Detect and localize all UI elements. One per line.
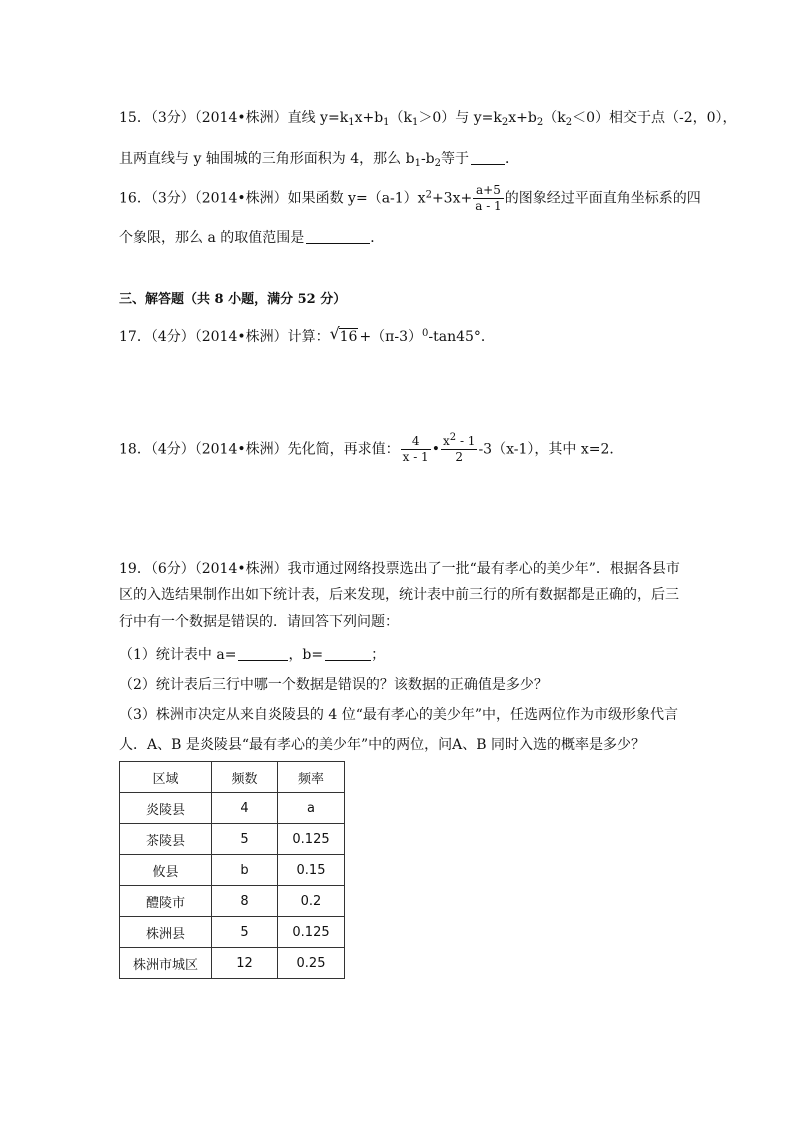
table-cell: b xyxy=(212,855,278,886)
q19-part3-line2: 人．A、B 是炎陵县“最有孝心的美少年”中的两位，问A、B 同时入选的概率是多少？ xyxy=(119,737,646,753)
table-cell: 4 xyxy=(212,793,278,824)
q15-line2 xyxy=(119,149,519,169)
q15-sub: 2 xyxy=(501,117,509,128)
q19-line1: 19．（6分）（2014•株洲）我市通过网络投票选出了一批“最有孝心的美少年”．根据各县市 xyxy=(119,561,680,577)
table-cell: 炎陵县 xyxy=(120,793,212,824)
q15-text: （k xyxy=(389,110,413,126)
q19-part2: （2）统计表后三行中哪一个数据是错误的？该数据的正确值是多少？ xyxy=(119,677,548,693)
q16-sup: 2 xyxy=(425,189,432,201)
table-header-cell: 区域 xyxy=(120,762,212,793)
q16-text: 的图象经过平面直角坐标系的四 xyxy=(504,190,701,207)
q19-blank-a xyxy=(238,646,288,661)
table-cell: 茶陵县 xyxy=(120,824,212,855)
q18-fraction-1 xyxy=(401,434,431,465)
q17-sup: 0 xyxy=(422,328,429,339)
q15-sub: 1 xyxy=(383,117,390,128)
q15-answer-blank xyxy=(471,150,505,165)
q19-part1 xyxy=(119,645,385,665)
sqrt-radicand: 16 xyxy=(339,329,358,345)
table-cell: 株洲市城区 xyxy=(120,948,212,979)
q18-text: -3（x-1），其中 x=2． xyxy=(478,441,624,458)
table-cell: 0.125 xyxy=(278,824,345,855)
q19-part3-line1: （3）株洲市决定从来自炎陵县的 4 位“最有孝心的美少年”中，任选两位作为市级形象代言 xyxy=(119,707,679,723)
q16-text: ． xyxy=(370,230,385,246)
q16-text: 16．（3分）（2014•株洲）如果函数 y=（a-1）x xyxy=(119,190,426,207)
table-cell: 0.25 xyxy=(278,948,345,979)
q18-text: • xyxy=(431,441,440,458)
q17-line xyxy=(119,324,495,347)
section-heading: 三、解答题（共 8 小题，满分 52 分） xyxy=(119,292,347,307)
q15-sub: 1 xyxy=(348,117,355,128)
table-cell: 0.125 xyxy=(278,917,345,948)
q19-line2: 区的入选结果制作出如下统计表，后来发现，统计表中前三行的所有数据都是正确的，后三 xyxy=(119,587,679,603)
table-header-cell: 频率 xyxy=(278,762,345,793)
q16-frac-den: a - 1 xyxy=(475,199,502,213)
table-cell: 8 xyxy=(212,886,278,917)
stats-table xyxy=(119,761,345,979)
q18-frac2-num xyxy=(441,434,477,449)
table-cell: 0.2 xyxy=(278,886,345,917)
table-row xyxy=(120,917,345,948)
q15-sub: 2 xyxy=(565,117,573,128)
q16-line2 xyxy=(119,228,384,248)
q18-text: 18．（4分）（2014•株洲）先化简，再求值： xyxy=(119,441,400,458)
table-header-cell: 频数 xyxy=(212,762,278,793)
q15-text: x+b xyxy=(508,110,537,126)
q19-line3: 行中有一个数据是错误的．请回答下列问题： xyxy=(119,614,399,630)
q18-frac2-den: 2 xyxy=(441,449,477,465)
q15-sub: 2 xyxy=(434,158,442,169)
q15-text: ． xyxy=(505,151,520,167)
q15-sub: 1 xyxy=(414,158,421,169)
q15-text: 15．（3分）（2014•株洲）直线 y=k xyxy=(119,110,349,126)
q19-text: ，b= xyxy=(288,647,324,663)
table-row xyxy=(120,948,345,979)
q16-answer-blank xyxy=(306,229,370,244)
table-cell: 5 xyxy=(212,917,278,948)
table-cell: 攸县 xyxy=(120,855,212,886)
q19-blank-b xyxy=(325,646,371,661)
q18-frac1-den: x - 1 xyxy=(402,450,429,464)
q15-text: 且两直线与 y 轴围城的三角形面积为 4，那么 b xyxy=(119,151,415,167)
q15-text: x+b xyxy=(354,110,384,126)
table-row xyxy=(120,824,345,855)
table-cell: 醴陵市 xyxy=(120,886,212,917)
q19-text: （1）统计表中 a= xyxy=(119,647,237,663)
q19-text: ； xyxy=(371,647,386,663)
q18-line xyxy=(119,434,623,465)
q15-text: ＜0）相交于点（-2，0）， xyxy=(572,110,737,126)
q16-text: 个象限，那么 a 的取值范围是 xyxy=(119,230,305,246)
table-cell: a xyxy=(278,793,345,824)
table-row xyxy=(120,855,345,886)
q15-sub: 2 xyxy=(536,117,544,128)
q15-text: （k xyxy=(543,110,566,126)
q16-text: +3x+ xyxy=(431,190,473,207)
table-row xyxy=(120,886,345,917)
table-header-row xyxy=(120,762,345,793)
q18-fraction-2 xyxy=(441,434,477,465)
q15-text: -b xyxy=(420,151,435,167)
table-row xyxy=(120,793,345,824)
q15-line1 xyxy=(119,108,737,128)
q17-text: -tan45°． xyxy=(428,329,495,345)
q15-text: ＞0）与 y=k xyxy=(418,110,502,126)
q18-frac2-num-x: x xyxy=(442,434,450,448)
table-cell: 12 xyxy=(212,948,278,979)
q18-frac1-num: 4 xyxy=(411,434,420,448)
q18-frac2-sup: 2 xyxy=(449,432,457,443)
q15-text: 等于 xyxy=(441,151,470,167)
table-cell: 5 xyxy=(212,824,278,855)
q18-frac2-num-rest: - 1 xyxy=(456,434,476,448)
q17-text: 17．（4分）（2014•株洲）计算： xyxy=(119,329,330,345)
table-cell: 0.15 xyxy=(278,855,345,886)
q16-line1 xyxy=(119,183,701,214)
q17-text: +（π-3） xyxy=(359,329,423,345)
sqrt-sign: √ 16 xyxy=(329,324,358,345)
q16-fraction xyxy=(473,183,503,214)
table-cell: 株洲县 xyxy=(120,917,212,948)
q15-sub: 1 xyxy=(412,117,419,128)
q16-frac-num: a+5 xyxy=(476,183,501,197)
